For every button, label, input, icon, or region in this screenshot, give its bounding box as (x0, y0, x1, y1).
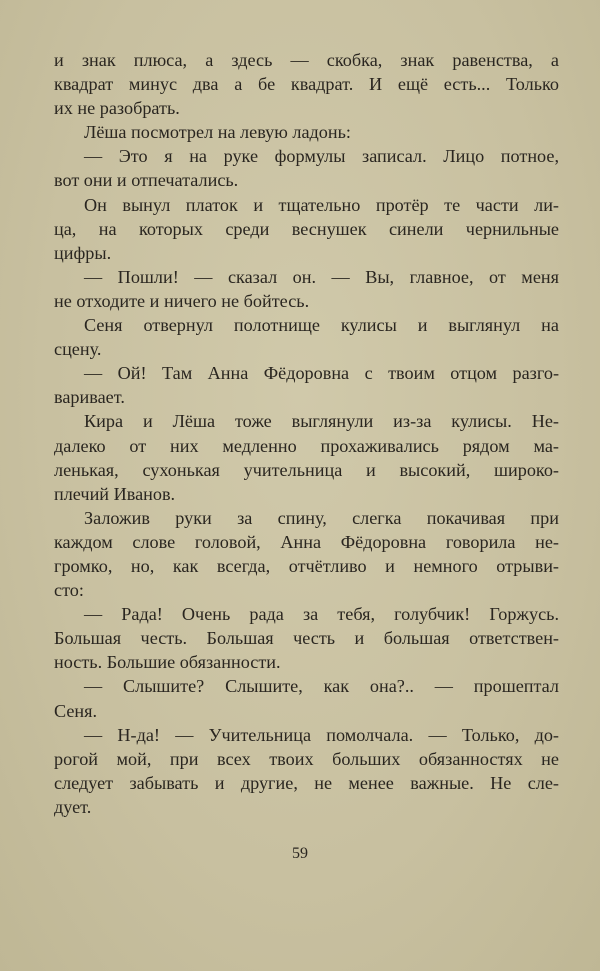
text-line: Кира и Лёша тоже выглянули из-за кулисы. Не- (84, 411, 559, 432)
text-line: сцену. (54, 339, 102, 360)
text-line: ность. Большие обязанности. (54, 652, 281, 673)
text-line: — Рада! Очень рада за тебя, голубчик! Горжусь. (84, 604, 559, 625)
text-line: далеко от них медленно прохаживались рядом ма- (54, 435, 559, 456)
text-line: ца, на которых среди веснушек синели чернильные (54, 218, 559, 239)
text-line: сто: (54, 580, 84, 601)
text-line: — Это я на руке формулы записал. Лицо потное, (84, 146, 559, 167)
text-line: вот они и отпечатались. (54, 170, 239, 191)
text-line: — Ой! Там Анна Фёдоровна с твоим отцом разго- (84, 363, 559, 384)
text-line: Сеня отвернул полотнище кулисы и выглянул на (84, 315, 559, 336)
text-line: и знак плюса, а здесь — скобка, знак равенства, а (54, 50, 559, 70)
text-line: квадрат минус два а бе квадрат. И ещё есть... Только (54, 74, 559, 95)
text-line: не отходите и ничего не бойтесь. (54, 290, 310, 311)
text-line: — Слышите? Слышите, как она?.. — прошептал (84, 676, 559, 697)
text-line: следует забывать и другие, не менее важные. Не сле- (54, 772, 559, 793)
text-line: цифры. (54, 242, 112, 263)
text-line: варивает. (54, 387, 125, 408)
text-line: Большая честь. Большая честь и большая ответствен- (54, 628, 559, 649)
text-line: плечий Иванов. (54, 483, 176, 504)
text-line: громко, но, как всегда, отчётливо и немного отрыви- (54, 555, 559, 576)
text-line: Он вынул платок и тщательно протёр те части ли- (84, 194, 559, 215)
text-line: — Н-да! — Учительница помолчала. — Только, до- (84, 724, 559, 745)
text-line: Лёша посмотрел на левую ладонь: (84, 122, 351, 143)
text-line: каждом слове головой, Анна Фёдоровна говорила не- (54, 531, 559, 552)
text-line: Сеня. (54, 700, 98, 721)
body-text (54, 48, 559, 819)
text-line: дует. (54, 796, 92, 817)
page-number: 59 (292, 845, 308, 862)
text-line: их не разобрать. (54, 98, 180, 119)
text-line: Заложив руки за спину, слегка покачивая при (84, 507, 559, 528)
text-line: ленькая, сухонькая учительница и высокий, широко- (54, 459, 559, 480)
text-line: рогой мой, при всех твоих больших обязанностях не (54, 748, 559, 769)
text-line: — Пошли! — сказал он. — Вы, главное, от меня (84, 266, 559, 287)
